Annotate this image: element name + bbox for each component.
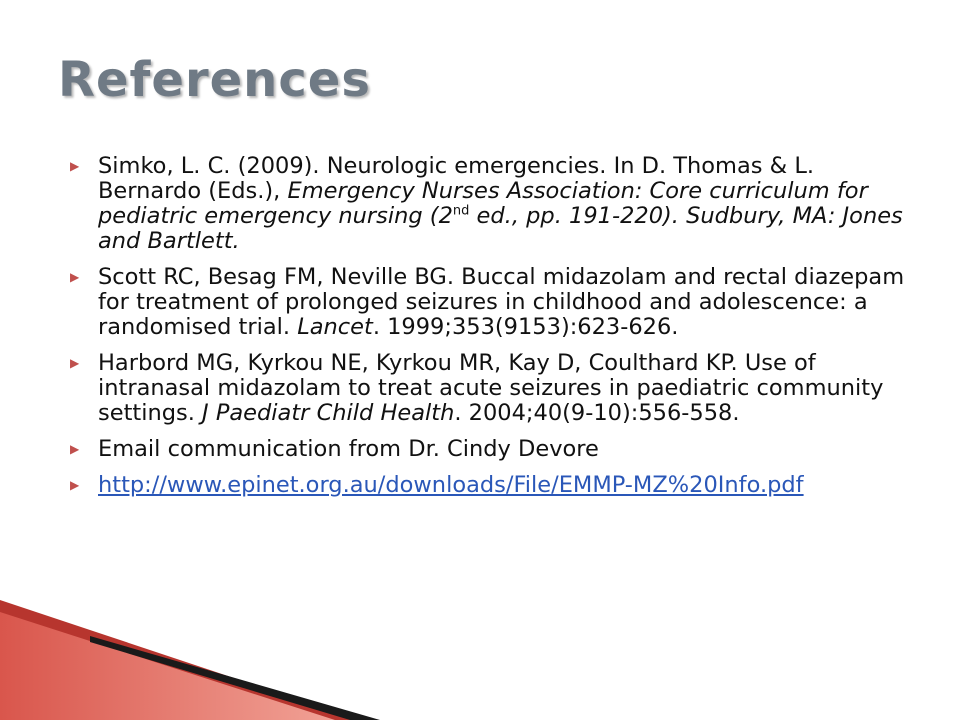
corner-stripe bbox=[0, 600, 360, 720]
reference-text: Harbord MG, Kyrkou NE, Kyrkou MR, Kay D, Coulthard KP. Use of intranasal midazolam to treat acute seizures in paediatric community settings. bbox=[98, 350, 884, 426]
slide-title: References bbox=[58, 52, 371, 108]
triangle-right-icon: ▶ bbox=[70, 478, 80, 492]
triangle-right-icon: ▶ bbox=[70, 270, 80, 284]
triangle-right-icon: ▶ bbox=[70, 356, 80, 370]
reference-link[interactable]: http://www.epinet.org.au/downloads/File/EMMP-MZ%20Info.pdf bbox=[98, 472, 804, 498]
triangle-right-icon: ▶ bbox=[70, 159, 80, 173]
reference-item bbox=[70, 265, 912, 340]
reference-item bbox=[70, 351, 912, 426]
reference-text: Email communication from Dr. Cindy Devore bbox=[98, 436, 599, 462]
journal-name: Lancet bbox=[297, 314, 373, 340]
reference-item bbox=[70, 473, 912, 498]
edition-superscript: nd bbox=[452, 203, 470, 219]
citation-details: . 2004;40(9-10):556-558. bbox=[454, 400, 740, 426]
reference-text: Simko, L. C. (2009). Neurologic emergencies. In D. Thomas & L. Bernardo (Eds.), bbox=[98, 153, 815, 204]
reference-title: Emergency Nurses Association: Core curriculum for pediatric emergency nursing (2 bbox=[98, 178, 868, 229]
reference-item bbox=[70, 154, 912, 254]
corner-dark-stripe bbox=[90, 636, 380, 720]
corner-wedge bbox=[0, 606, 360, 720]
references-list bbox=[70, 154, 912, 509]
triangle-right-icon: ▶ bbox=[70, 442, 80, 456]
citation-details: . 1999;353(9153):623-626. bbox=[372, 314, 679, 340]
reference-item bbox=[70, 437, 912, 462]
reference-text: Scott RC, Besag FM, Neville BG. Buccal midazolam and rectal diazepam for treatment of prolonged seizures in childhood and adolescence: a randomised trial. bbox=[98, 264, 905, 340]
journal-name: J Paediatr Child Health bbox=[202, 400, 455, 426]
reference-title-cont: ed., pp. 191-220). Sudbury, MA: Jones and Bartlett. bbox=[98, 203, 903, 254]
